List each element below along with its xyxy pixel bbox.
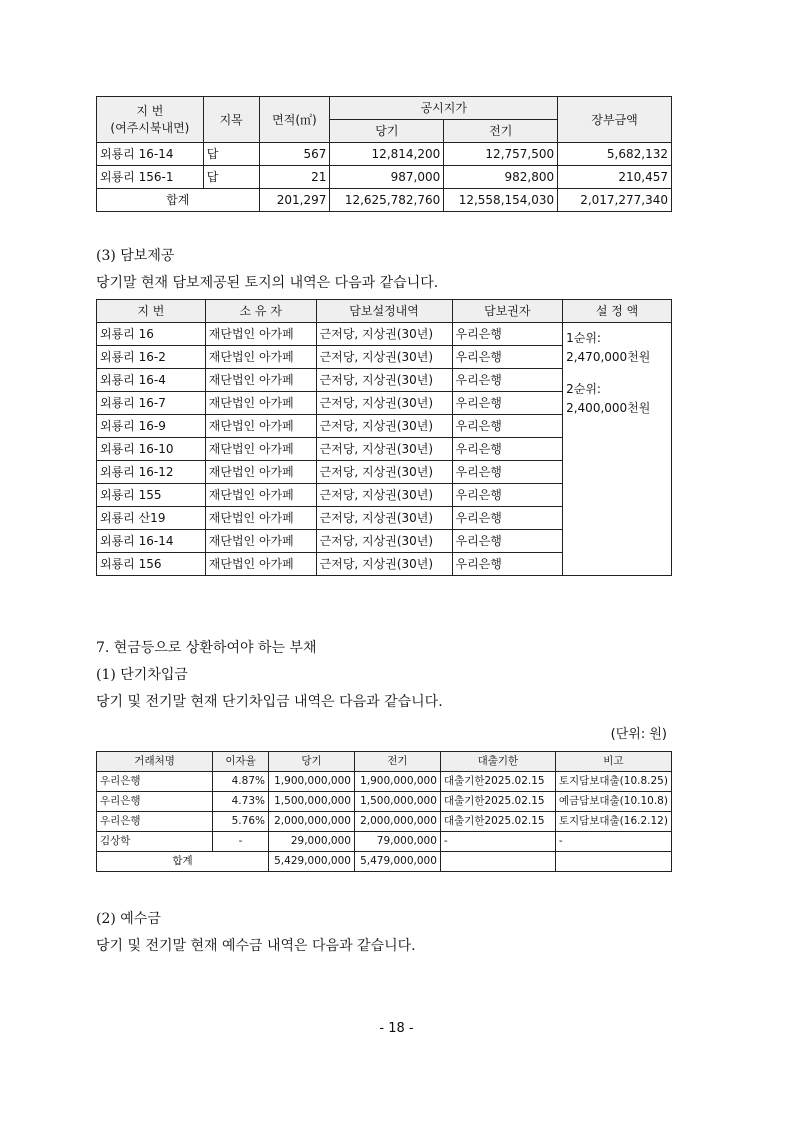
unit-label: (단위: 원) [610,727,667,742]
header-lender: 거래처명 [97,752,213,772]
table-row: 외룡리 16-4 재단법인 아가페 근저당, 지상권(30년) 우리은행 [97,369,672,392]
header-due: 대출기한 [440,752,555,772]
header-book-value: 장부금액 [558,97,672,143]
header-right: 담보설정내역 [316,300,452,323]
header-current: 당기 [268,752,354,772]
first-rank-amount: 2,470,000천원 [566,349,651,364]
table-row: 우리은행 5.76% 2,000,000,000 2,000,000,000 대출기한2025.02.15 토지담보대출(16.2.12) [97,812,672,832]
table-row: 외룡리 16-9 재단법인 아가페 근저당, 지상권(30년) 우리은행 [97,415,672,438]
collateral-table [96,299,672,576]
header-posted-price: 공시지가 [330,97,558,120]
header-owner: 소 유 자 [205,300,316,323]
short-term-loans-intro: 당기 및 전기말 현재 단기차입금 내역은 다음과 같습니다. [96,694,443,710]
header-note: 비고 [555,752,671,772]
header-lot: 지 번 [97,300,206,323]
short-term-loans-heading: (1) 단기차입금 [96,667,188,683]
table-row: 외룡리 16-14 답 567 12,814,200 12,757,500 5,682,132 [97,143,672,166]
first-rank-label: 1순위: [566,331,601,345]
table-row: 김상학 - 29,000,000 79,000,000 - - [97,832,672,852]
collateral-intro: 당기말 현재 담보제공된 토지의 내역은 다음과 같습니다. [96,275,439,291]
total-row: 합계 5,429,000,000 5,479,000,000 [97,852,672,872]
header-area: 면적(㎡) [259,97,330,143]
second-rank-amount: 2,400,000천원 [566,400,651,415]
table-row: 외룡리 16-2 재단법인 아가페 근저당, 지상권(30년) 우리은행 [97,346,672,369]
collateral-heading: (3) 담보제공 [96,248,175,264]
collateral-amount-cell [563,323,672,576]
header-amount: 설 정 액 [563,300,672,323]
deposits-heading: (2) 예수금 [96,911,161,927]
header-holder: 담보권자 [452,300,563,323]
table-row: 우리은행 4.73% 1,500,000,000 1,500,000,000 대출기한2025.02.15 예금담보대출(10.10.8) [97,792,672,812]
header-rate: 이자율 [213,752,269,772]
deposits-intro: 당기 및 전기말 현재 예수금 내역은 다음과 같습니다. [96,938,416,954]
header-prior: 전기 [354,752,440,772]
land-table [96,96,672,212]
loans-table [96,751,672,872]
section-7-title: 7. 현금등으로 상환하여야 하는 부채 [96,640,317,656]
table-row: 외룡리 16-7 재단법인 아가페 근저당, 지상권(30년) 우리은행 [97,392,672,415]
table-row: 외룡리 156-1 답 21 987,000 982,800 210,457 [97,166,672,189]
header-lot: 지 번 (여주시북내면) [97,97,204,143]
header-prior: 전기 [444,120,558,143]
total-row: 합계 201,297 12,625,782,760 12,558,154,030 2,017,277,340 [97,189,672,212]
table-row: 외룡리 156 재단법인 아가페 근저당, 지상권(30년) 우리은행 [97,553,672,576]
table-row: 우리은행 4.87% 1,900,000,000 1,900,000,000 대출기한2025.02.15 토지담보대출(10.8.25) [97,772,672,792]
table-row: 외룡리 16-10 재단법인 아가페 근저당, 지상권(30년) 우리은행 [97,438,672,461]
table-row: 외룡리 155 재단법인 아가페 근저당, 지상권(30년) 우리은행 [97,484,672,507]
table-row: 외룡리 16 재단법인 아가페 근저당, 지상권(30년) 우리은행 1순위: 2,470,000천원 2순위: 2,400,000천원 [97,323,672,346]
table-row: 외룡리 16-14 재단법인 아가페 근저당, 지상권(30년) 우리은행 [97,530,672,553]
table-row: 외룡리 16-12 재단법인 아가페 근저당, 지상권(30년) 우리은행 [97,461,672,484]
header-category: 지목 [203,97,259,143]
second-rank-label: 2순위: [566,382,601,397]
table-row: 외룡리 산19 재단법인 아가페 근저당, 지상권(30년) 우리은행 [97,507,672,530]
header-current: 당기 [330,120,444,143]
page-number: - 18 - [379,1021,414,1036]
